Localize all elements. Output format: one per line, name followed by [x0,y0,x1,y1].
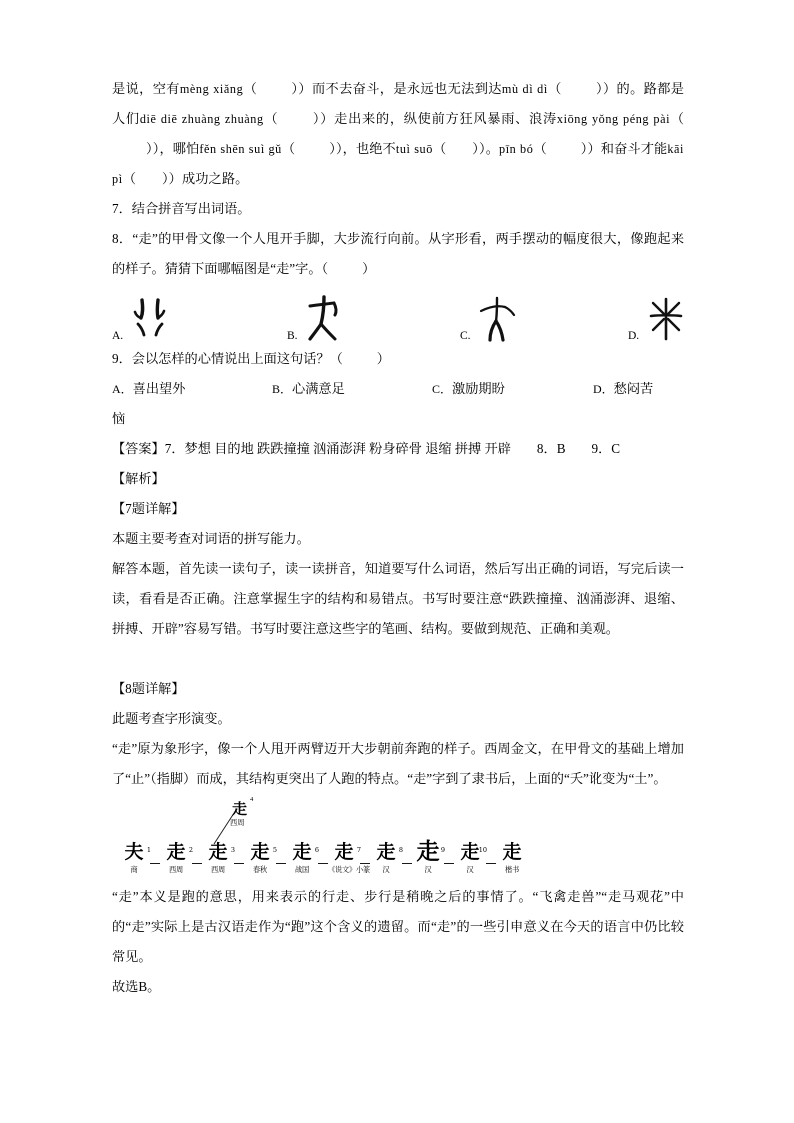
evolution-glyph-index: 8 [398,846,403,854]
q9-option-b-label: 心满意足 [292,381,345,396]
pinyin-pinbo: pīn bó [499,142,534,156]
evolution-branch-glyph: 走 [232,800,248,818]
evolution-glyph: 走 [292,841,312,863]
passage-text-7: ）。 [478,141,499,156]
analysis-heading: 【解析】 [112,471,165,486]
q9-option-d[interactable] [593,374,653,404]
question-7-number: 7． [112,201,132,216]
page-content [112,74,684,1002]
evolution-glyph: 走 [502,841,522,863]
passage-text-3: ）的。路都是人们 [112,81,685,126]
evolution-cell [202,839,234,876]
analysis-q8-heading: 【8题详解】 [112,681,185,696]
answer-q7-words: 梦想 目的地 跌跌撞撞 汹涌澎湃 粉身碎骨 退缩 拼搏 开辟 [184,441,511,456]
evolution-connector [150,850,160,876]
passage-text-8: ）和奋斗才能 [587,141,668,156]
option-letter-d: D. [628,329,640,342]
evolution-glyph: 夫 [124,841,144,863]
glyph-option-a[interactable] [112,294,173,344]
pinyin-mengxiang: mèng xiǎng [179,82,244,96]
evolution-era-label: 楷书 [505,866,519,874]
analysis-q8-paragraph-2: “走”原为象形字，像一个人甩开两臂迈开大步朝前奔跑的样子。西周金文，在甲骨文的基础上增加了“止”（指脚）而成，其结构更突出了人跑的特点。“走”字到了隶书后，上面的“夭”讹变为“土”。 [112,741,684,786]
q9-option-c[interactable] [432,374,505,404]
passage-text-9: ）成功之路。 [168,171,249,186]
evolution-cell [412,839,444,876]
question-8-text: “走”的甲骨文像一个人甩开手脚，大步流行向前。从字形看，两手摆动的幅度很大，像跑起来的样子。猜猜下面哪幅图是“走”字。（ [112,231,685,276]
analysis-q7-paragraph-1: 本题主要考查对词语的拼写能力。 [112,531,310,546]
question-9-number: 9． [112,351,132,366]
evolution-glyph: 走 [250,841,270,863]
q9-option-a[interactable] [112,374,185,404]
evolution-cell [118,839,150,876]
evolution-glyph: 走 [166,841,186,863]
question-8-number: 8． [112,231,133,246]
q9-option-b[interactable] [272,374,345,404]
pinyin-tuisuo: tuì suō [395,142,433,156]
oracle-bone-glyph-running-person-icon [302,294,348,344]
evolution-glyph-index: 2 [188,846,193,854]
evolution-connector [192,850,202,876]
q9-option-d-letter: D． [593,382,614,396]
question-9-tail: ） [376,351,390,366]
analysis-q8-conclusion: 故选B。 [112,979,161,994]
evolution-cell [328,839,370,876]
pinyin-xiongyongpengpai: xiōng yǒng péng pài [556,112,671,126]
evolution-sequence [118,839,528,876]
question-7 [112,194,684,224]
passage-text-1: 是说，空有 [112,81,180,96]
oracle-bone-glyph-mi-icon [643,294,689,344]
evolution-connector [486,850,496,876]
evolution-era-label: 春秋 [253,866,267,874]
evolution-glyph-index: 9 [440,846,445,854]
evolution-glyph: 走 [416,838,440,865]
analysis-q7-paragraph-2: 解答本题，首先读一读句子，读一读拼音，知道要写什么词语，然后写出正确的词语，写完后读一读，看看是否正确。注意掌握生字的结构和易错点。书写时要注意“跌跌撞撞、汹涌澎湃、退缩、拼搏、开辟”容易写错。书写时要注意这些字的笔画、结构。要做到规范、正确和美观。 [112,561,684,636]
q9-option-a-label: 喜出望外 [132,381,186,396]
evolution-era-label: 西周 [211,866,225,874]
evolution-era-label: 西周 [169,866,183,874]
q9-option-d-wrap: 恼 [112,411,126,426]
glyph-option-c[interactable] [460,294,521,344]
answer-heading: 【答案】 [112,441,165,456]
evolution-connector [234,850,244,876]
evolution-era-label: 商 [130,866,138,874]
pinyin-fenshensuigu: fěn shēn suì gǔ [199,142,282,156]
question-9-options [112,374,684,404]
evolution-branch-sup: 4 [250,796,254,803]
evolution-glyph: 走 [376,841,396,863]
answer-q9-number: 9． [591,441,612,456]
oracle-bone-glyph-standing-person-icon [475,294,521,344]
question-9-text: 会以怎样的心情说出上面这句话？（ [131,351,343,366]
evolution-era-label: 战国 [295,866,309,874]
q9-option-a-letter: A． [112,382,133,396]
passage-text-5: ），哪怕 [152,141,200,156]
evolution-cell [244,839,276,876]
evolution-glyph-index: 3 [230,846,235,854]
pinyin-kaipi: kāi pì [112,142,685,186]
evolution-glyph: 走 [334,841,354,863]
passage-text-2: ）而不去奋斗，是永远也无法到达 [298,81,502,96]
answer-block [112,434,684,464]
evolution-cell [160,839,192,876]
glyph-option-row [112,288,684,344]
question-7-text: 结合拼音写出词语。 [131,201,251,216]
evolution-era-label: 《说文》小篆 [328,866,370,874]
evolution-branch-label: 西周 [230,819,245,827]
evolution-glyph: 走 [460,841,480,863]
evolution-glyph-index: 7 [356,846,361,854]
evolution-era-label: 汉 [466,866,474,874]
analysis-q7-heading: 【7题详解】 [112,501,185,516]
question-8 [112,224,684,284]
evolution-glyph-index: 6 [314,846,319,854]
evolution-era-label: 汉 [424,866,432,874]
character-evolution-zou-figure [118,796,522,880]
q9-option-b-letter: B． [272,382,293,396]
evolution-cell [286,839,318,876]
passage-paragraph: 是说，空有mèng xiǎng（ ））而不去奋斗，是永远也无法到达mù dì dì（ ））的。路都是人们diē diē zhuàng zhuàng（ ））走出来的，纵使前方狂风暴雨、浪涛xiōng yǒng péng pài（）），哪怕fěn shēn suì gǔ（ ）），也绝不tuì suō（ ））。pīn bó（ ））和奋斗才能kāi pì（ ））成功之路。 [112,81,685,186]
analysis-q8-paragraph-1: 此题考查字形演变。 [112,711,231,726]
evolution-cell [370,839,402,876]
oracle-bone-glyph-grass-icon [127,294,173,344]
glyph-option-b[interactable] [287,294,348,344]
pinyin-mudidi: mù dì dì [501,82,548,96]
answer-q9-value: C [611,441,621,456]
evolution-cell [454,839,486,876]
analysis-q8-paragraph-3: “走”本义是跑的意思，用来表示的行走、步行是稍晚之后的事情了。“飞禽走兽”“走马观花”中的“走”实际上是古汉语走作为“跑”这个含义的遗留。而“走”的一些引申意义在今天的语言中仍比较常见。 [112,889,684,964]
passage-text-4: ）走出来的，纵使前方狂风暴雨、浪涛 [320,111,557,126]
glyph-option-d[interactable] [628,294,689,344]
evolution-cell [496,839,528,876]
evolution-connector [444,850,454,876]
passage-text-6: ），也绝不 [335,141,396,156]
pinyin-diediezhuangzhuang: diē diē zhuàng zhuàng [139,112,264,126]
evolution-connector [318,850,328,876]
evolution-era-label: 汉 [382,866,390,874]
answer-q7-number: 7． [164,441,185,456]
question-9 [112,344,684,374]
evolution-connector [276,850,286,876]
option-letter-a: A. [112,329,124,342]
evolution-glyph: 走 [208,841,228,863]
evolution-glyph-index: 10 [478,846,487,854]
q9-option-d-label: 愁闷苦 [613,381,654,396]
answer-q8: 8．B [536,441,566,456]
evolution-glyph-index: 5 [272,846,277,854]
q9-option-c-label: 激励期盼 [452,381,505,396]
question-8-tail: ） [362,261,376,276]
q9-option-c-letter: C． [432,382,453,396]
option-letter-b: B. [287,329,298,342]
evolution-glyph-index: 1 [146,846,151,854]
paragraph-spacer [112,644,684,674]
evolution-connector [402,850,412,876]
evolution-connector [360,850,370,876]
option-letter-c: C. [460,329,471,342]
